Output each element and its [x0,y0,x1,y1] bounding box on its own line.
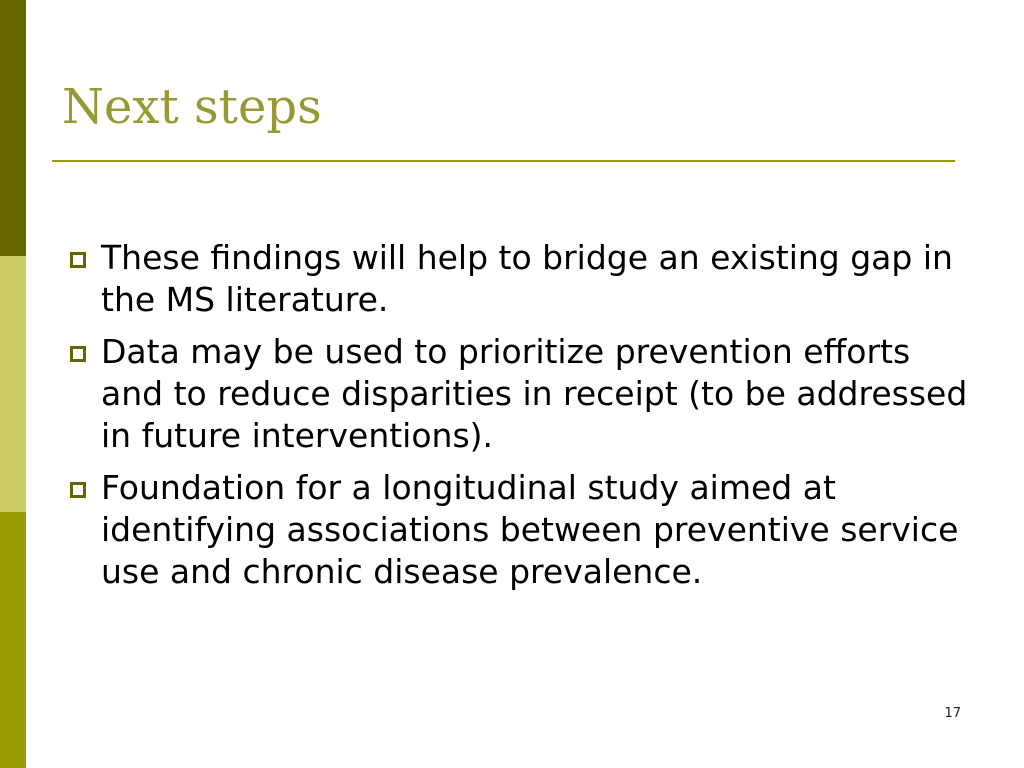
square-bullet-icon [70,252,86,268]
side-bar-dark-segment [0,0,26,256]
bullet-item [64,467,969,593]
bullet-text: These findings will help to bridge an existing gap in the MS literature. [101,238,953,319]
bullet-item [64,331,969,457]
title-underline-rule [52,160,955,162]
bullet-item [64,237,969,321]
bullet-text: Data may be used to prioritize prevention efforts and to reduce disparities in receipt (to be addressed in future interventions). [101,332,968,455]
square-bullet-icon [70,482,86,498]
side-bar-olive-segment [0,512,26,768]
bullet-list [64,237,969,603]
side-bar-light-segment [0,256,26,512]
slide-title: Next steps [62,79,322,135]
side-accent-bar [0,0,26,768]
bullet-text: Foundation for a longitudinal study aimed at identifying associations between preventive service use and chronic disease prevalence. [101,468,959,591]
square-bullet-icon [70,346,86,362]
slide-number: 17 [944,706,961,721]
